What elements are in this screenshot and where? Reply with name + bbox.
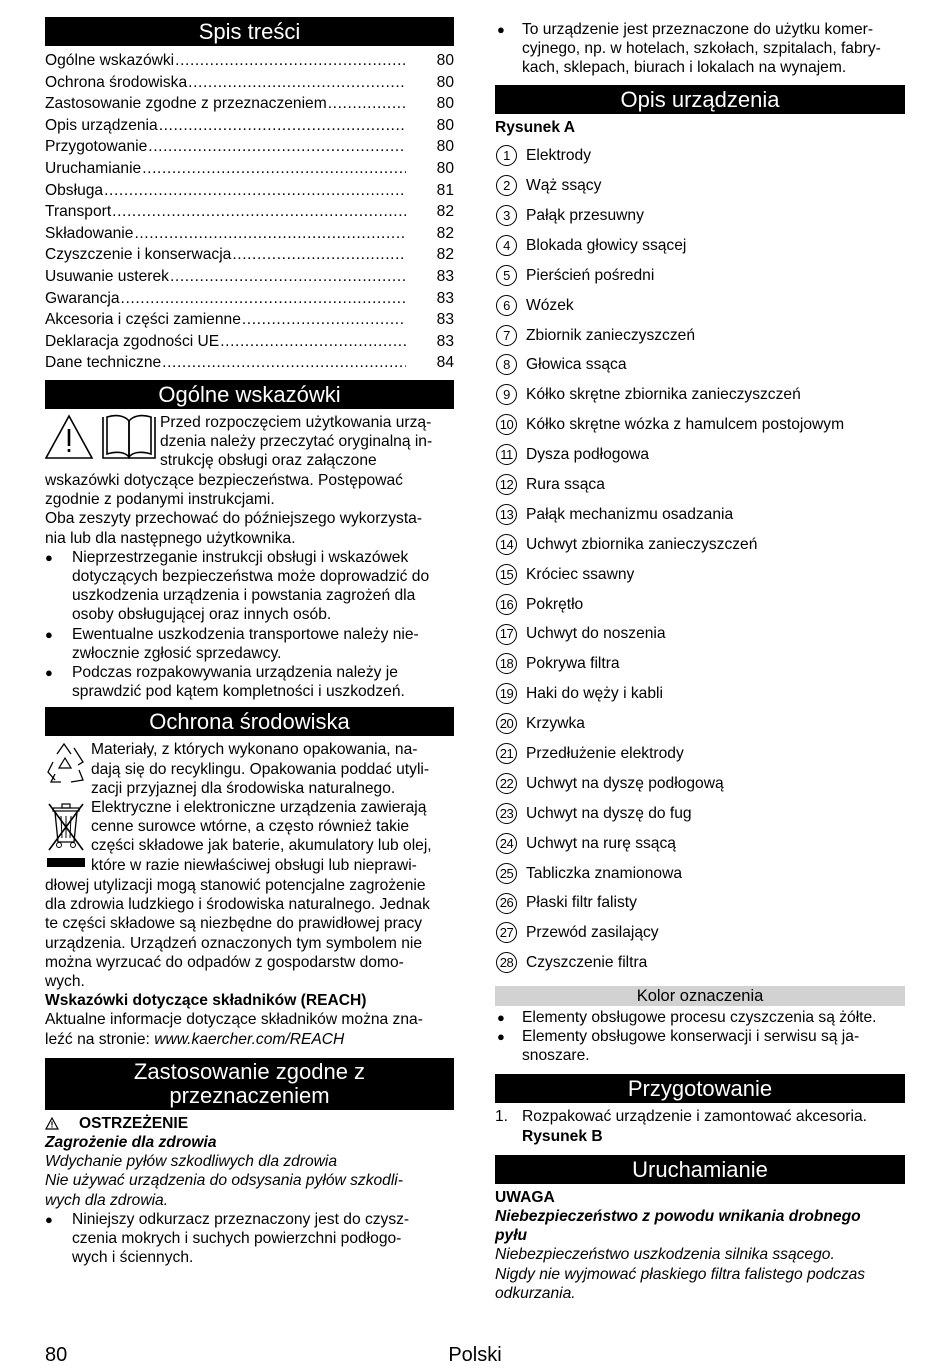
environment-heading: Ochrona środowiska: [45, 707, 454, 736]
toc-heading: Spis treści: [45, 17, 454, 46]
list-item: 2 Wąż ssący: [495, 171, 905, 201]
toc-entry[interactable]: Czyszczenie i konserwacja ..... 82: [45, 244, 454, 266]
reach-link[interactable]: www.kaercher.com/REACH: [154, 1030, 345, 1048]
preparation-heading: Przygotowanie: [495, 1074, 905, 1103]
toc-entry[interactable]: Uruchamianie ..... 80: [45, 158, 454, 180]
list-item: 21 Przedłużenie elektrody: [495, 739, 905, 769]
preparation-step: 1. Rozpakować urządzenie i zamontować akcesoria. Rysunek B: [495, 1108, 867, 1145]
startup-section: UWAGA Niebezpieczeństwo z powodu wnikania drobnego pyłu Niebezpieczeństwo uszkodzenia silnika ssącego. Nigdy nie wyjmować płaskiego filtra falistego podczas odkurzania.: [495, 1188, 905, 1303]
manual-book-icon: [103, 415, 155, 457]
toc-entry[interactable]: Dane techniczne ..... 84: [45, 352, 454, 374]
list-item: 24 Uchwyt na rurę ssącą: [495, 828, 905, 858]
list-item: 26 Płaski filtr falisty: [495, 888, 905, 918]
toc-entry[interactable]: Ochrona środowiska ..... 80: [45, 72, 454, 94]
list-item: 18 Pokrywa filtra: [495, 649, 905, 679]
list-item: 9 Kółko skrętne zbiornika zanieczyszczeń: [495, 380, 905, 410]
list-item: 20 Krzywka: [495, 709, 905, 739]
list-item: ● Nieprzestrzeganie instrukcji obsługi i wskazówek dotyczących bezpieczeństwa może doprowadzić do uszkodzenia urządzenia i powstania zagrożeń dla osoby obsługującej oraz innych osób.: [45, 548, 454, 625]
reach-heading: Wskazówki dotyczące składników (REACH): [45, 992, 367, 1010]
toc-entry[interactable]: Transport ..... 82: [45, 201, 454, 223]
warning-manual-icons: [45, 413, 157, 471]
list-item: ● Ewentualne uszkodzenia transportowe należy nie- zwłocznie zgłosić sprzedawcy.: [45, 625, 454, 663]
toc-entry[interactable]: Deklaracja zgodności UE ..... 83: [45, 331, 454, 353]
list-item: 19 Haki do węży i kabli: [495, 679, 905, 709]
list-item: 27 Przewód zasilający: [495, 918, 905, 948]
weee-bin-icon: [45, 798, 91, 876]
list-item: ● To urządzenie jest przeznaczone do użytku komer- cyjnego, np. w hotelach, szkołach, szpitalach, fabry- kach, sklepach, biurach i lokalach na wynajem.: [495, 20, 905, 78]
page-number: 80: [45, 1344, 68, 1366]
list-item: 3 Pałąk przesuwny: [495, 201, 905, 231]
recycle-icon: [45, 740, 91, 792]
list-item: ● Niniejszy odkurzacz przeznaczony jest do czysz- czenia mokrych i suchych powierzchni podłogo- wych i ściennych.: [45, 1210, 454, 1268]
toc-entry[interactable]: Zastosowanie zgodne z przeznaczeniem ..... 80: [45, 93, 454, 115]
environment-section: Materiały, z których wykonano opakowania, na- dają się do recyklingu. Opakowania poddać utyli- zacji przyjaznej dla środowiska naturalnego. Elektryczne i elektroniczne urządzenia zawierają cenne surowce wtórne, a często również takie części składowe jak baterie, akumulatory lub olej, które w razie niewłaściwej obsługi lub nieprawi- dłowej utylizacji mogą stanowić potencjalne zagrożenie dla zdrowia ludzkiego i środowiska naturalnego. Jednak te części składowe są niezbędne do prawidłowej pracy urządzenia. Urządzeń oznaczonych tym symbolem nie można wyrzucać do odpadów z gospodarstw domo- wych. Wskazówki dotyczące składników (REACH) Aktualne informacje dotyczące składników można zna- leźć na stronie: www.kaercher.com/REACH: [45, 740, 454, 1048]
list-item: 28 Czyszczenie filtra: [495, 948, 905, 978]
table-of-contents: [45, 50, 454, 374]
list-item: 6 Wózek: [495, 290, 905, 320]
language-label: Polski: [448, 1344, 502, 1366]
list-item: 4 Blokada głowicy ssącej: [495, 230, 905, 260]
list-item: 15 Króciec ssawny: [495, 559, 905, 589]
warning-label: OSTRZEŻENIE: [79, 1114, 189, 1132]
left-column: [45, 17, 454, 1267]
list-item: ● Elementy obsługowe procesu czyszczenia są żółte.: [495, 1008, 905, 1027]
toc-entry[interactable]: Usuwanie usterek ..... 83: [45, 266, 454, 288]
startup-heading: Uruchamianie: [495, 1155, 905, 1184]
toc-entry[interactable]: Przygotowanie ..... 80: [45, 136, 454, 158]
warning-triangle-icon: [45, 413, 157, 463]
list-item: 14 Uchwyt zbiornika zanieczyszczeń: [495, 529, 905, 559]
warning-triangle-icon: [45, 1117, 59, 1130]
figure-label: Rysunek A: [495, 118, 576, 136]
list-item: 1 Elektrody: [495, 141, 905, 171]
color-coding-heading: Kolor oznaczenia: [495, 986, 905, 1006]
toc-entry[interactable]: Akcesoria i części zamienne ..... 83: [45, 309, 454, 331]
list-item: 23 Uchwyt na dyszę do fug: [495, 798, 905, 828]
list-item: 8 Głowica ssąca: [495, 350, 905, 380]
toc-entry[interactable]: Obsługa ..... 81: [45, 180, 454, 202]
toc-entry[interactable]: Ogólne wskazówki ..... 80: [45, 50, 454, 72]
list-item: 5 Pierścień pośredni: [495, 260, 905, 290]
right-column: [495, 17, 905, 1303]
list-item: 12 Rura ssąca: [495, 470, 905, 500]
list-item: 13 Pałąk mechanizmu osadzania: [495, 500, 905, 530]
toc-entry[interactable]: Opis urządzenia ..... 80: [45, 115, 454, 137]
description-heading: Opis urządzenia: [495, 85, 905, 114]
list-item: 10 Kółko skrętne wózka z hamulcem postojowym: [495, 410, 905, 440]
toc-entry[interactable]: Gwarancja ..... 83: [45, 288, 454, 310]
intended-use-section: OSTRZEŻENIE Zagrożenie dla zdrowia Wdychanie pyłów szkodliwych dla zdrowia Nie używać urządzenia do odsysania pyłów szkodli- wych dla zdrowia. ● Niniejszy odkurzacz przeznaczony jest do czysz- czenia mokrych i suchych powierzchni podłogo- wych i ściennych.: [45, 1114, 454, 1268]
parts-list: [495, 141, 905, 978]
notice-label: UWAGA: [495, 1188, 555, 1206]
list-item: ● Podczas rozpakowywania urządzenia należy je sprawdzić pod kątem kompletności i uszkodzeń.: [45, 663, 454, 701]
toc-entry[interactable]: Składowanie ..... 82: [45, 223, 454, 245]
list-item: ● Elementy obsługowe konserwacji i serwisu są ja- snoszare.: [495, 1027, 905, 1065]
list-item: 17 Uchwyt do noszenia: [495, 619, 905, 649]
general-heading: Ogólne wskazówki: [45, 380, 454, 409]
list-item: 7 Zbiornik zanieczyszczeń: [495, 320, 905, 350]
list-item: 16 Pokrętło: [495, 589, 905, 619]
list-item: 25 Tabliczka znamionowa: [495, 858, 905, 888]
intended-use-heading: Zastosowanie zgodne z przeznaczeniem: [45, 1058, 454, 1110]
general-section: Przed rozpoczęciem użytkowania urzą- dzenia należy przeczytać oryginalną in- strukcję obsługi oraz załączone wskazówki dotyczące bezpieczeństwa. Postępować zgodnie z podanymi instrukcjami. Oba zeszyty przechować do późniejszego wykorzysta- nia lub dla następnego użytkownika. ● Nieprzestrzeganie instrukcji obsługi i wskazówek dotyczących bezpieczeństwa może doprowadzić do uszkodzenia urządzenia i powstania zagrożeń dla osoby obsługującej oraz innych osób. ● Ewentualne uszkodzenia transportowe należy nie- zwłocznie zgłosić sprzedawcy. ● Podczas rozpakowywania urządzenia należy je sprawdzić pod kątem kompletności i uszkodzeń.: [45, 413, 454, 701]
list-item: 22 Uchwyt na dyszę podłogową: [495, 769, 905, 799]
list-item: 11 Dysza podłogowa: [495, 440, 905, 470]
